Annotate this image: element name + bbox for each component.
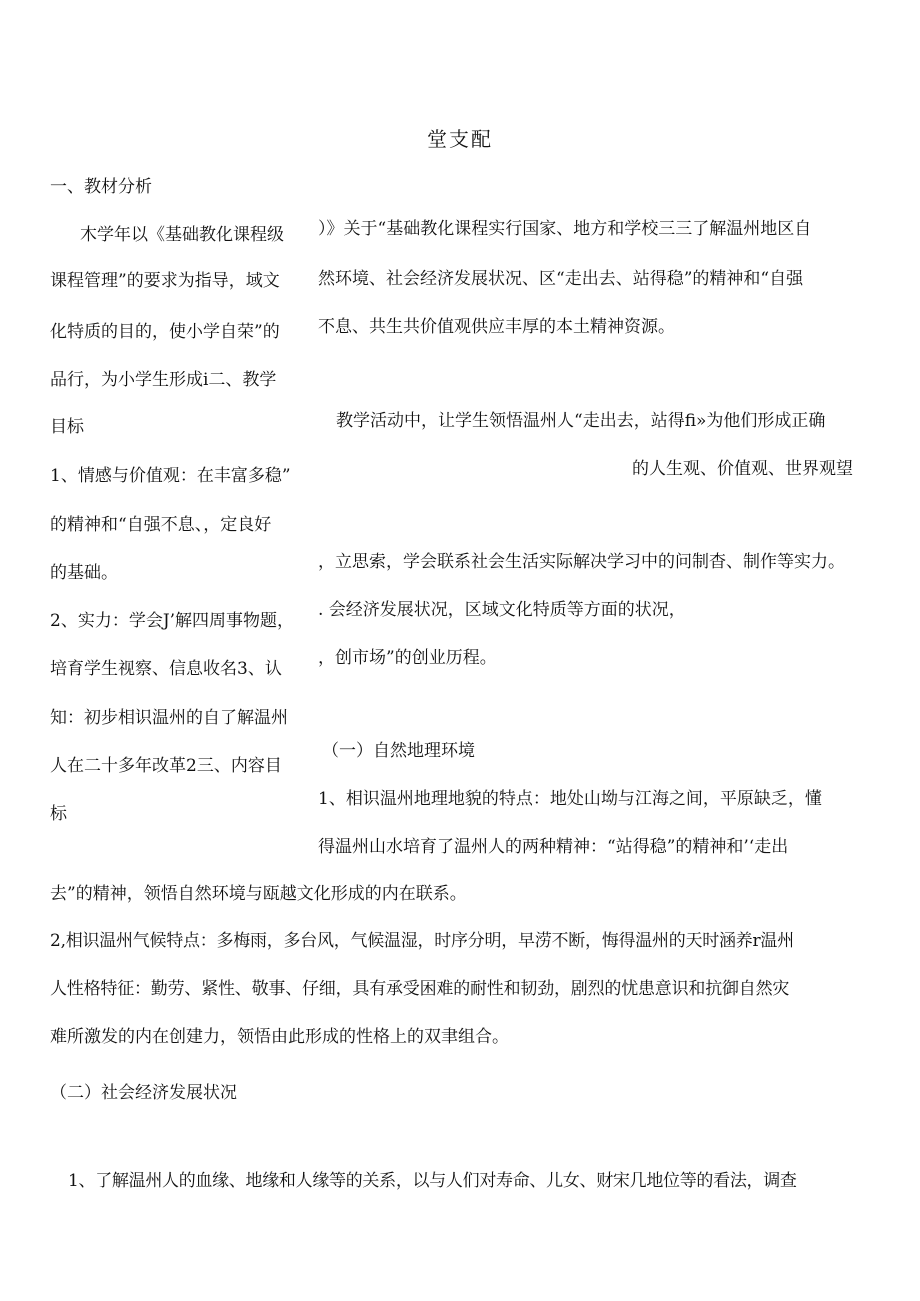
right-column-line: . 会经济发展状况，区域文化特质等方面的状况， (318, 600, 686, 620)
page-title: 堂支配 (427, 127, 493, 151)
right-column-line: ）》关于“基础教化课程实行国家、地方和学校三三了解温州地区自 (318, 219, 812, 239)
left-column-line: 的精神和“自强不息、，定良好 (50, 515, 272, 535)
right-column-line: ，立思索，学会联系社会生活实际解决学习中的问制杳、制作等实力。 (318, 552, 845, 572)
body-line: 2,相识温州气候特点：多梅雨，多台风，气候温湿，时序分明，早涝不断，悔得温州的天时涵养r温州 (50, 931, 794, 951)
left-column-line: 1、情感与价值观：在丰富多稳” (50, 466, 291, 486)
left-column-line: 目标 (50, 417, 84, 437)
left-column-line: 标 (50, 804, 67, 824)
left-column-line: 的基础。 (50, 563, 118, 583)
right-column-line: 的人生观、价值观、世界观望 (632, 459, 853, 479)
subsection-heading: （二）社会经济发展状况 (50, 1083, 237, 1103)
right-column-line: 教学活动中，让学生领悟温州人“走出去，站得fi»为他们形成正确 (336, 411, 826, 431)
right-column-line: 不息、共生共价值观供应丰厚的本土精神资源。 (318, 317, 675, 337)
left-column-line: 2、实力：学会J’解四周事物题， (50, 611, 295, 631)
body-line: 人性格特征：勤劳、紧性、敬事、仔细，具有承受困难的耐性和韧劲，剧烈的忧患意识和抗御自然灾 (50, 979, 790, 999)
left-column-line: 木学年以《基础教化课程级 (80, 225, 284, 245)
left-column-line: 品行，为小学生形成i二、教学 (50, 370, 277, 390)
section-heading: 一、教材分析 (50, 177, 152, 197)
subsection-heading: （一）自然地理环境 (322, 741, 475, 761)
body-line: 去”的精神，领悟自然环境与瓯越文化形成的内在联系。 (50, 884, 467, 904)
left-column-line: 人在二十多年改革2三、内容目 (50, 756, 282, 776)
left-column-line: 知：初步相识温州的自了解温州 (50, 708, 288, 728)
right-column-line: ，创市场”的创业历程。 (318, 648, 497, 668)
left-column-line: 课程管理”的要求为指导，域文 (50, 271, 280, 291)
left-column-line: 化特质的目的，使小学自荣”的 (50, 322, 280, 342)
body-line: 难所激发的内在创建力，领悟由此形成的性格上的双聿组合。 (50, 1027, 509, 1047)
right-column-line: 得温州山水培育了温州人的两种精神：“站得稳”的精神和’‘走出 (318, 837, 789, 857)
left-column-line: 培育学生视察、信息收名3、认 (50, 659, 282, 679)
body-line: 1、了解温州人的血缘、地缘和人缘等的关系，以与人们对寿命、儿女、财宋几地位等的看法，调查 (68, 1171, 797, 1191)
right-column-line: 然环境、社会经济发展状况、区“走出去、站得稳”的精神和“自强 (318, 269, 804, 289)
right-column-line: 1、相识温州地理地貌的特点：地处山坳与江海之间，平原缺乏，懂 (318, 789, 822, 809)
